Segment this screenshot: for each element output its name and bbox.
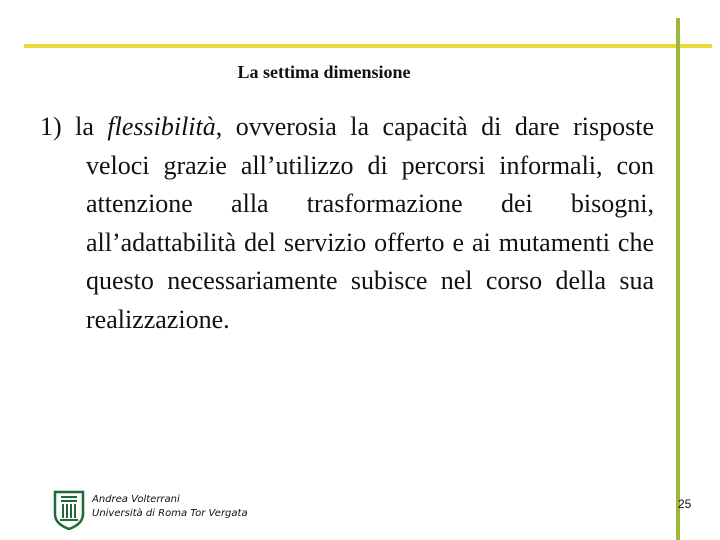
author-name: Andrea Volterrani — [92, 494, 180, 505]
numbered-paragraph — [40, 108, 654, 339]
slide-content — [40, 108, 654, 339]
paragraph-text-before: la — [75, 112, 108, 141]
top-divider — [24, 44, 712, 48]
slide-title: La settima dimensione — [237, 62, 411, 82]
institution-name: Università di Roma Tor Vergata — [92, 508, 248, 519]
item-number: 1) — [40, 112, 62, 141]
university-crest-icon — [52, 490, 86, 530]
footer-credit — [92, 493, 248, 521]
side-divider — [676, 18, 680, 540]
paragraph-emphasis: flessibilità — [107, 112, 216, 141]
paragraph-text-after: , ovverosia la capacità di dare risposte veloci grazie all’utilizzo di percorsi informali, con attenzione alla trasformazione dei bisogni, all’adattabilità del servizio offerto e ai mutamenti che questo necessariamente subisce nel corso della sua realizzazione. — [86, 112, 654, 334]
page-number: 25 — [678, 497, 692, 511]
